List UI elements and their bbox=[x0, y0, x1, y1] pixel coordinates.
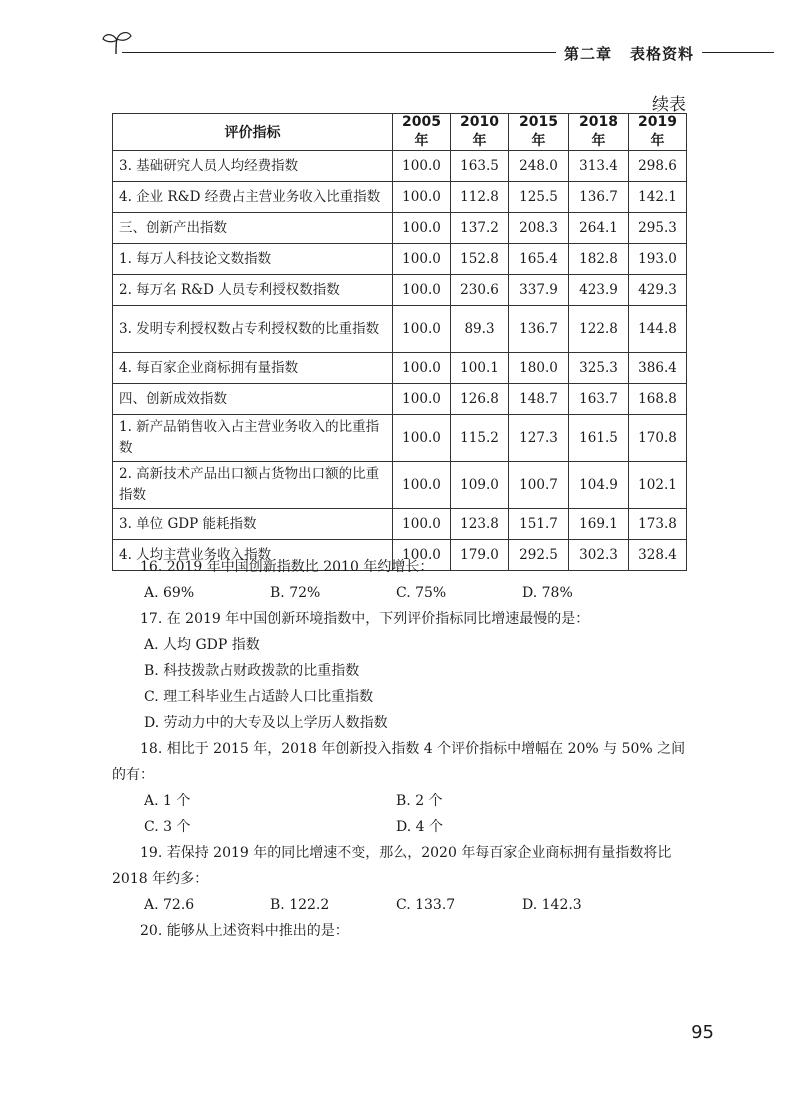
row-label: 2. 高新技术产品出口额占货物出口额的比重指数 bbox=[113, 462, 393, 509]
column-header: 2019 年 bbox=[629, 114, 687, 151]
table-cell: 100.0 bbox=[393, 540, 451, 571]
table-cell: 137.2 bbox=[451, 213, 509, 244]
table-cell: 264.1 bbox=[569, 213, 629, 244]
chapter-label: 第二章 bbox=[563, 45, 612, 63]
column-header: 评价指标 bbox=[113, 114, 393, 151]
table-cell: 122.8 bbox=[569, 306, 629, 353]
table-header-row bbox=[113, 114, 687, 151]
table-cell: 89.3 bbox=[451, 306, 509, 353]
question-16-options bbox=[112, 580, 690, 606]
table-cell: 313.4 bbox=[569, 151, 629, 182]
table-cell: 136.7 bbox=[509, 306, 569, 353]
table-cell: 161.5 bbox=[569, 415, 629, 462]
option-b: B. 122.2 bbox=[270, 897, 330, 913]
table-cell: 386.4 bbox=[629, 353, 687, 384]
option-c: C. 75% bbox=[396, 585, 447, 601]
page-number: 95 bbox=[691, 1022, 714, 1043]
option-b: B. 2 个 bbox=[396, 793, 443, 809]
table-cell: 151.7 bbox=[509, 509, 569, 540]
table-row bbox=[113, 415, 687, 462]
question-18-stem: 18. 相比于 2015 年，2018 年创新投入指数 4 个评价指标中增幅在 20% 与 50% 之间的有： bbox=[112, 741, 686, 783]
table-cell: 115.2 bbox=[451, 415, 509, 462]
table-cell: 100.0 bbox=[393, 306, 451, 353]
row-label: 2. 每万名 R&D 人员专利授权数指数 bbox=[113, 275, 393, 306]
table-cell: 179.0 bbox=[451, 540, 509, 571]
section-label: 表格资料 bbox=[629, 45, 694, 63]
table-row bbox=[113, 213, 687, 244]
question-16-stem: 16. 2019 年中国创新指数比 2010 年约增长： bbox=[140, 559, 434, 575]
row-label: 3. 发明专利授权数占专利授权数的比重指数 bbox=[113, 306, 393, 353]
table-cell: 100.1 bbox=[451, 353, 509, 384]
table-cell: 102.1 bbox=[629, 462, 687, 509]
column-header: 2005 年 bbox=[393, 114, 451, 151]
row-label: 4. 企业 R&D 经费占主营业务收入比重指数 bbox=[113, 182, 393, 213]
option-a: A. 69% bbox=[144, 585, 195, 601]
table-cell: 100.0 bbox=[393, 213, 451, 244]
question-20-stem: 20. 能够从上述资料中推出的是： bbox=[140, 923, 349, 939]
table-cell: 144.8 bbox=[629, 306, 687, 353]
table-cell: 429.3 bbox=[629, 275, 687, 306]
row-label: 3. 基础研究人员人均经费指数 bbox=[113, 151, 393, 182]
table-row bbox=[113, 244, 687, 275]
row-label: 4. 每百家企业商标拥有量指数 bbox=[113, 353, 393, 384]
table-cell: 136.7 bbox=[569, 182, 629, 213]
row-label: 1. 新产品销售收入占主营业务收入的比重指数 bbox=[113, 415, 393, 462]
table-cell: 104.9 bbox=[569, 462, 629, 509]
table-cell: 100.0 bbox=[393, 462, 451, 509]
table-cell: 100.0 bbox=[393, 244, 451, 275]
option-c: C. 133.7 bbox=[396, 897, 456, 913]
table-cell: 112.8 bbox=[451, 182, 509, 213]
row-label: 4. 人均主营业务收入指数 bbox=[113, 540, 393, 571]
table-row bbox=[113, 151, 687, 182]
table-cell: 100.0 bbox=[393, 509, 451, 540]
table-row bbox=[113, 306, 687, 353]
table-cell: 423.9 bbox=[569, 275, 629, 306]
option-d: D. 142.3 bbox=[522, 897, 582, 913]
question-19-options bbox=[112, 892, 690, 918]
option-b: B. 72% bbox=[270, 585, 321, 601]
question-19-stem: 19. 若保持 2019 年的同比增速不变，那么，2020 年每百家企业商标拥有量指数将比 2018 年约多： bbox=[112, 845, 672, 887]
option-d: D. 78% bbox=[522, 585, 573, 601]
table-cell: 328.4 bbox=[629, 540, 687, 571]
table-cell: 163.5 bbox=[451, 151, 509, 182]
table-cell: 109.0 bbox=[451, 462, 509, 509]
option-c: C. 3 个 bbox=[144, 819, 191, 835]
row-label: 四、创新成效指数 bbox=[113, 384, 393, 415]
option-d: D. 劳动力中的大专及以上学历人数指数 bbox=[144, 715, 388, 731]
question-17-stem: 17. 在 2019 年中国创新环境指数中，下列评价指标同比增速最慢的是： bbox=[140, 611, 590, 627]
table-cell: 100.0 bbox=[393, 151, 451, 182]
table-cell: 125.5 bbox=[509, 182, 569, 213]
table-cell: 100.7 bbox=[509, 462, 569, 509]
column-header: 2018 年 bbox=[569, 114, 629, 151]
table-row bbox=[113, 275, 687, 306]
row-label: 1. 每万人科技论文数指数 bbox=[113, 244, 393, 275]
table-cell: 325.3 bbox=[569, 353, 629, 384]
table-cell: 295.3 bbox=[629, 213, 687, 244]
table-row bbox=[113, 353, 687, 384]
table-cell: 169.1 bbox=[569, 509, 629, 540]
table-cell: 337.9 bbox=[509, 275, 569, 306]
table-cell: 173.8 bbox=[629, 509, 687, 540]
table-cell: 100.0 bbox=[393, 182, 451, 213]
option-b: B. 科技拨款占财政拨款的比重指数 bbox=[144, 663, 360, 679]
column-header: 2015 年 bbox=[509, 114, 569, 151]
table-continued-label: 续表 bbox=[652, 95, 686, 115]
table-cell: 165.4 bbox=[509, 244, 569, 275]
option-d: D. 4 个 bbox=[396, 819, 443, 835]
question-18-options-row1 bbox=[112, 788, 690, 814]
table-cell: 302.3 bbox=[569, 540, 629, 571]
table-cell: 100.0 bbox=[393, 415, 451, 462]
table-cell: 123.8 bbox=[451, 509, 509, 540]
table-row bbox=[113, 182, 687, 213]
table-cell: 100.0 bbox=[393, 384, 451, 415]
option-c: C. 理工科毕业生占适龄人口比重指数 bbox=[144, 689, 374, 705]
table-cell: 248.0 bbox=[509, 151, 569, 182]
table-cell: 193.0 bbox=[629, 244, 687, 275]
column-header: 2010 年 bbox=[451, 114, 509, 151]
option-a: A. 人均 GDP 指数 bbox=[144, 637, 260, 653]
table-cell: 100.0 bbox=[393, 353, 451, 384]
option-a: A. 1 个 bbox=[144, 793, 191, 809]
table-cell: 152.8 bbox=[451, 244, 509, 275]
table-cell: 126.8 bbox=[451, 384, 509, 415]
table-cell: 168.8 bbox=[629, 384, 687, 415]
row-label: 3. 单位 GDP 能耗指数 bbox=[113, 509, 393, 540]
table-cell: 127.3 bbox=[509, 415, 569, 462]
table-cell: 170.8 bbox=[629, 415, 687, 462]
table-cell: 230.6 bbox=[451, 275, 509, 306]
table-cell: 208.3 bbox=[509, 213, 569, 244]
table-cell: 298.6 bbox=[629, 151, 687, 182]
table-cell: 100.0 bbox=[393, 275, 451, 306]
table-row bbox=[113, 462, 687, 509]
option-a: A. 72.6 bbox=[144, 897, 195, 913]
running-header bbox=[556, 43, 702, 64]
row-label: 三、创新产出指数 bbox=[113, 213, 393, 244]
table-cell: 148.7 bbox=[509, 384, 569, 415]
index-table bbox=[112, 113, 687, 571]
table-cell: 292.5 bbox=[509, 540, 569, 571]
table-cell: 163.7 bbox=[569, 384, 629, 415]
table-row bbox=[113, 509, 687, 540]
table-cell: 142.1 bbox=[629, 182, 687, 213]
table-cell: 180.0 bbox=[509, 353, 569, 384]
question-18-options-row2 bbox=[112, 814, 690, 840]
question-list bbox=[112, 554, 690, 944]
table-cell: 182.8 bbox=[569, 244, 629, 275]
table-row bbox=[113, 384, 687, 415]
